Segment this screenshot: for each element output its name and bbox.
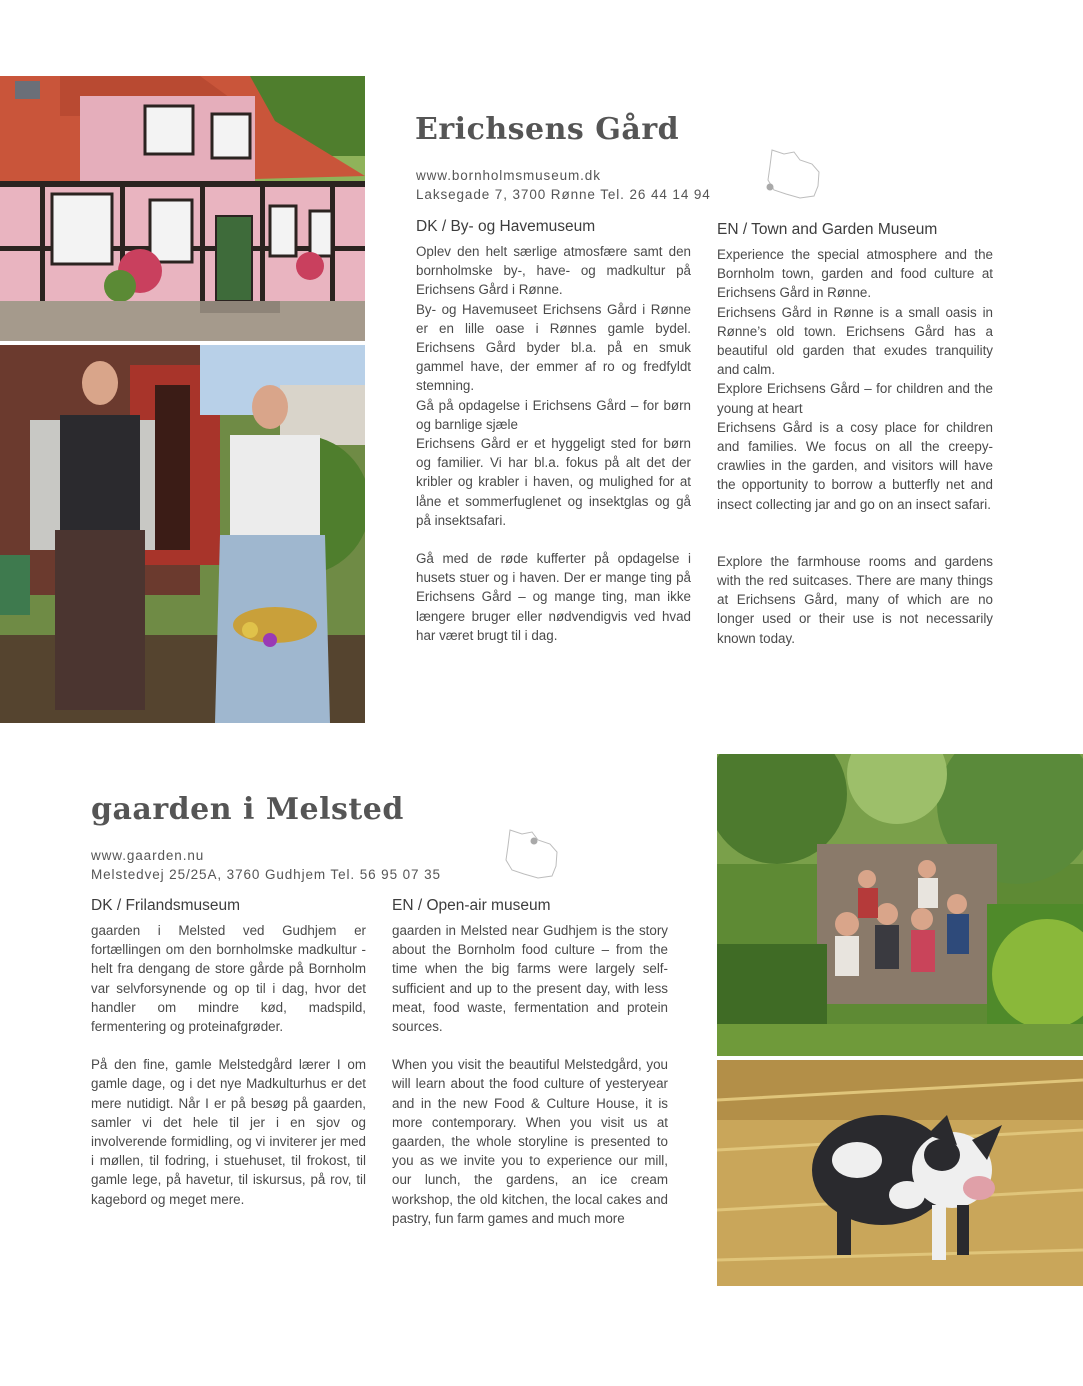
- section1-dk-paragraph: Erichsens Gård er et hyggeligt sted for børn og familier. Vi har bl.a. fokus på alt det der kribler og krabler i haven, og mulighed for at låne et sommerfuglenet og insektglas og gå på insektsafari.: [416, 436, 691, 528]
- section2-en-paragraph: When you visit the beautiful Melstedgård, you will learn about the food culture of yesteryear and in the new Food & Culture House, it is more contemporary. When you visit us at gaarden, the whole storyline is presented to you as we invite you to experience our mill, our lunch, the gardens, an ice cream workshop, the old kitchen, the local cakes and pastry, fun farm games and much more: [392, 1057, 668, 1226]
- section1-dk-heading: DK / By- og Havemuseum: [416, 218, 596, 235]
- section2-website[interactable]: www.gaarden.nu: [91, 848, 205, 863]
- section1-dk-paragraph: Gå med de røde kufferter på opdagelse i husets stuer og i haven. Der er mange ting på Erichsens Gård – og mange ting, man ikke længere bruger eller nødvendigvis ved hvad har været brugt til i dag.: [416, 551, 691, 643]
- photo-piglet: [717, 1060, 1083, 1286]
- section2-en-heading: EN / Open-air museum: [392, 897, 551, 914]
- section2-en-column: [392, 897, 668, 1228]
- section1-en-paragraph: Erichsens Gård is a cosy place for children and families. We focus on all the creepy-crawlies in the garden, and visitors will have the opportunity to borrow a butterfly net and insect collecting jar and go on an insect safari.: [717, 419, 993, 512]
- section1-dk-paragraph: Oplev den helt særlige atmosfære samt den bornholmske by-, have- og madkultur på Erichsens Gård i Rønne.: [416, 244, 691, 298]
- photo-costumed-couple: [0, 345, 365, 723]
- section1-title: Erichsens Gård: [415, 112, 680, 147]
- map-outline-icon: [502, 826, 560, 887]
- section1-dk-paragraph: Gå på opdagelse i Erichsens Gård – for børn og barnlige sjæle: [416, 397, 691, 432]
- section1-en-paragraph: Erichsens Gård in Rønne is a small oasis in Rønne’s old town. Erichsens Gård has a beautiful old garden that exudes tranquility and calm.: [717, 304, 993, 378]
- map-outline-icon: [764, 146, 822, 207]
- section1-dk-column: [416, 218, 691, 645]
- section1-website[interactable]: www.bornholmsmuseum.dk: [416, 168, 601, 183]
- section1-dk-paragraph: By- og Havemuseet Erichsens Gård i Rønne er en lille oase i Rønnes gamle bydel. Erichsens Gård byder bl.a. på en smuk gammel have, der emmer af ro og fredfyldt stemning.: [416, 301, 691, 394]
- section2-dk-heading: DK / Frilandsmuseum: [91, 897, 241, 914]
- section2-dk-column: [91, 897, 366, 1209]
- section1-contact: [416, 166, 711, 204]
- section2-en-paragraph: gaarden in Melsted near Gudhjem is the story about the Bornholm food culture – from the time when the big farms were largely self-sufficient and up to the present day, with less meat, food waste, fermentation and protein sources.: [392, 923, 668, 1035]
- section1-en-column: [717, 221, 993, 648]
- section1-en-paragraph: Experience the special atmosphere and the Bornholm town, garden and food culture at Erichsens Gård in Rønne.: [717, 247, 993, 301]
- section2-address: Melstedvej 25/25A, 3760 Gudhjem Tel. 56 95 07 35: [91, 867, 441, 882]
- section2-contact: [91, 846, 441, 884]
- section1-en-heading: EN / Town and Garden Museum: [717, 221, 938, 238]
- section1-en-paragraph: Explore the farmhouse rooms and gardens with the red suitcases. There are many things at Erichsens Gård, many of which are no longer used or their use is not necessarily known today.: [717, 553, 993, 646]
- section2-title: gaarden i Melsted: [91, 792, 404, 827]
- section1-address: Laksegade 7, 3700 Rønne Tel. 26 44 14 94: [416, 187, 711, 202]
- photo-pink-house: [0, 76, 365, 341]
- section1-en-paragraph: Explore Erichsens Gård – for children and the young at heart: [717, 381, 993, 416]
- section2-dk-paragraph: gaarden i Melsted ved Gudhjem er fortællingen om den bornholmske madkultur - helt fra dengang de store gårde på Bornholm var selvforsynende og op til i dag, hvor det handler om mindre kød, madspild, fermentering og proteinafgrøder.: [91, 923, 366, 1035]
- section2-dk-paragraph: På den fine, gamle Melstedgård lærer I om gamle dage, og i det nye Madkulturhus er det mere nutidigt. Når I er på besøg på gaarden, samler vi det hele til jer i en sjov og involverende formidling, og vi inviterer jer med i møllen, til fodring, i stuehuset, til frokost, til gamle lege, på havetur, til iskursus, på rov, til kagebord og meget mere.: [91, 1057, 366, 1207]
- photo-orchard-crowd: [717, 754, 1083, 1056]
